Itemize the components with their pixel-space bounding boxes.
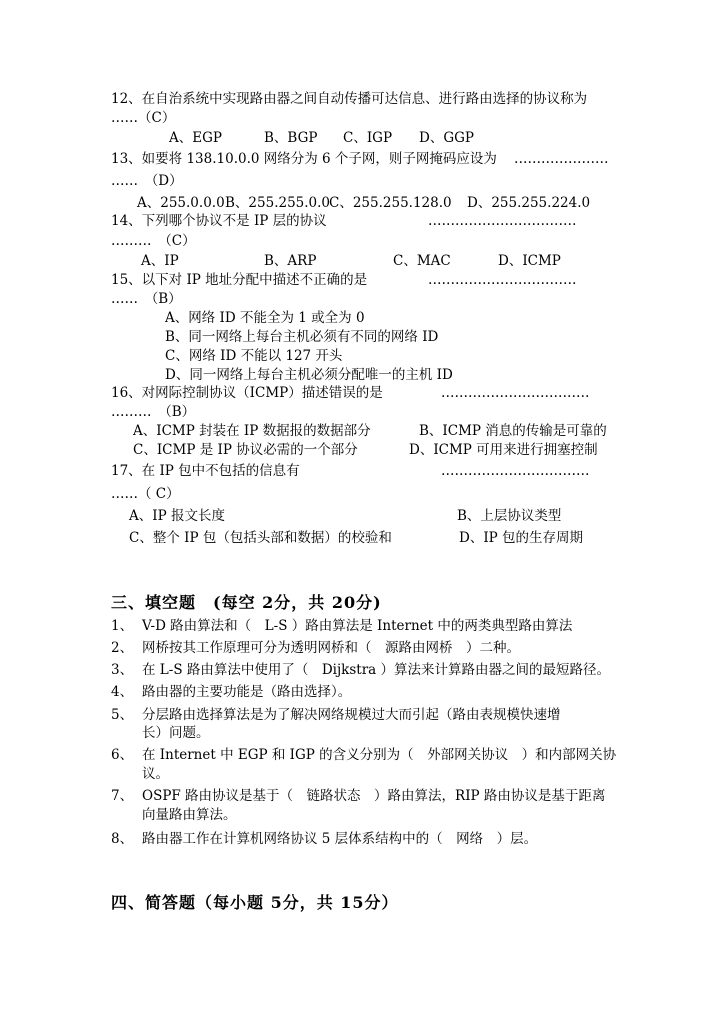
q14-answer-line: ……… （C）: [111, 233, 196, 249]
fill-item-5-text-cont: 长）问题。: [142, 725, 210, 741]
fill-item-5-text: 分层路由选择算法是为了解决网络规模过大而引起（路由表规模快速增: [142, 707, 561, 723]
fill-item-3-number: 3、: [111, 662, 134, 678]
q16-option-d: D、ICMP 可用来进行拥塞控制: [409, 442, 598, 458]
q13-dot-leader: …………………: [514, 151, 609, 167]
q15-option-d: D、同一网络上每台主机必须分配唯一的主机 ID: [165, 367, 453, 383]
fill-item-1-text: V-D 路由算法和（ L-S ）路由算法是 Internet 中的两类典型路由算法: [142, 618, 573, 634]
q12-stem: 12、在自治系统中实现路由器之间自动传播可达信息、进行路由选择的协议称为: [111, 91, 588, 107]
q15-option-a: A、网络 ID 不能全为 1 或全为 0: [165, 310, 365, 326]
fill-item-2-number: 2、: [111, 640, 134, 656]
q17-dot-leader: ……………………………: [441, 463, 590, 479]
q13-option-c: C、255.255.128.0: [329, 195, 452, 211]
short-section-heading: 四、简答题（每小题 5分，共 15分）: [111, 893, 399, 912]
q12-answer-line: ……（C）: [111, 110, 176, 126]
fill-item-5-number: 5、: [111, 707, 134, 723]
q14-stem: 14、下列哪个协议不是 IP 层的协议: [111, 213, 327, 229]
q12-option-b: B、BGP: [264, 130, 318, 146]
fill-item-7-number: 7、: [111, 788, 134, 804]
q15-option-c: C、网络 ID 不能以 127 开头: [165, 348, 343, 364]
q12-option-d: D、GGP: [419, 130, 474, 146]
q17-option-d: D、IP 包的生存周期: [459, 530, 584, 546]
fill-item-2-text: 网桥按其工作原理可分为透明网桥和（ 源路由网桥 ）二种。: [142, 640, 520, 656]
q13-option-b: B、255.255.0.0: [225, 195, 331, 211]
q14-option-a: A、IP: [141, 253, 179, 269]
fill-item-4-number: 4、: [111, 684, 134, 700]
fill-item-6-text: 在 Internet 中 EGP 和 IGP 的含义分别为（ 外部网关协议 ）和内部网关协: [142, 747, 617, 763]
fill-item-6-number: 6、: [111, 747, 134, 763]
q15-option-b: B、同一网络上每台主机必须有不同的网络 ID: [165, 329, 439, 345]
fill-item-8-text: 路由器工作在计算机网络协议 5 层体系结构中的（ 网络 ）层。: [142, 831, 538, 847]
fill-item-8-number: 8、: [111, 831, 134, 847]
q15-answer-line: …… （B）: [111, 291, 182, 307]
q13-answer-line: …… （D）: [111, 173, 183, 189]
q16-option-b: B、ICMP 消息的传输是可靠的: [419, 423, 607, 439]
q16-answer-line: ……… （B）: [111, 404, 196, 420]
q14-option-b: B、ARP: [264, 253, 317, 269]
fill-item-3-text: 在 L-S 路由算法中使用了（ Dijkstra ）算法来计算路由器之间的最短路径。: [142, 662, 611, 678]
q17-stem: 17、在 IP 包中不包括的信息有: [111, 463, 300, 479]
q16-dot-leader: ……………………………: [441, 385, 590, 401]
fill-section-heading: 三、填空题 (每空 2分，共 20分): [111, 593, 382, 612]
q13-stem: 13、如要将 138.10.0.0 网络分为 6 个子网，则子网掩码应设为: [111, 151, 497, 167]
q13-option-d: D、255.255.224.0: [467, 195, 591, 211]
q16-stem: 16、对网际控制协议（ICMP）描述错误的是: [111, 385, 383, 401]
q14-option-c: C、MAC: [393, 253, 451, 269]
fill-item-4-text: 路由器的主要功能是（路由选择）。: [142, 684, 352, 700]
q16-option-a: A、ICMP 封装在 IP 数据报的数据部分: [133, 423, 371, 439]
q13-option-a: A、255.0.0.0: [137, 195, 225, 211]
q14-option-d: D、ICMP: [498, 253, 561, 269]
q17-answer-line: ……（ C）: [111, 486, 180, 502]
q12-option-a: A、EGP: [169, 130, 222, 146]
q14-dot-leader: ……………………………: [428, 213, 577, 229]
fill-item-6-text-cont: 议。: [142, 766, 169, 782]
q15-stem: 15、以下对 IP 地址分配中描述不正确的是: [111, 272, 368, 288]
q17-option-a: A、IP 报文长度: [129, 508, 225, 524]
q12-option-c: C、IGP: [343, 130, 393, 146]
q16-option-c: C、ICMP 是 IP 协议必需的一个部分: [133, 442, 358, 458]
fill-item-7-text-cont: 向量路由算法。: [142, 807, 237, 823]
q15-dot-leader: ……………………………: [428, 272, 577, 288]
fill-item-1-number: 1、: [111, 618, 134, 634]
q17-option-b: B、上层协议类型: [457, 508, 562, 524]
q17-option-c: C、整个 IP 包（包括头部和数据）的校验和: [129, 530, 392, 546]
fill-item-7-text: OSPF 路由协议是基于（ 链路状态 ）路由算法，RIP 路由协议是基于距离: [142, 788, 606, 804]
